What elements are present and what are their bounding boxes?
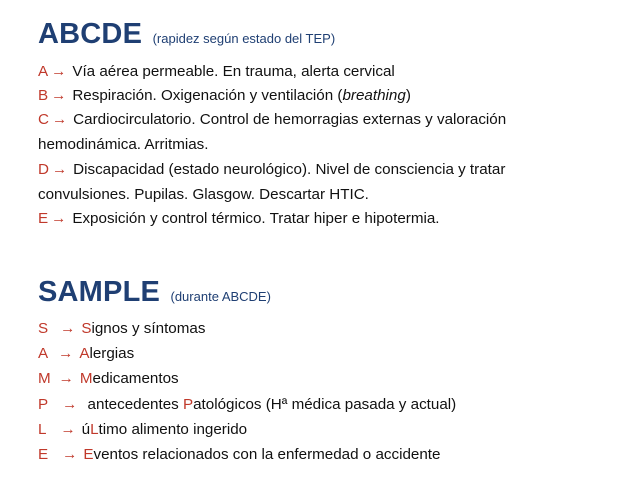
item-text: ventos relacionados con la enfermedad o accidente <box>93 446 441 463</box>
item-text: antecedentes <box>83 396 183 413</box>
item-letter: M <box>38 370 51 387</box>
item-text: ignos y síntomas <box>91 320 206 337</box>
item-text: Discapacidad (estado neurológico). Nivel de consciencia y tratar <box>73 161 506 178</box>
item-text: Exposición y control térmico. Tratar hiper e hipotermia. <box>72 210 440 227</box>
item-letter: D <box>38 161 49 178</box>
sample-item-m <box>38 367 179 390</box>
sample-item-s <box>38 317 205 340</box>
item-letter: B <box>38 87 49 104</box>
abcde-item-b <box>38 84 411 107</box>
item-text: lergias <box>89 345 135 362</box>
sample-heading <box>38 276 271 309</box>
arrow-right-icon: → <box>51 111 68 128</box>
abcde-item-c <box>38 108 506 131</box>
arrow-right-icon: → <box>51 210 67 227</box>
item-letter: P <box>38 396 49 413</box>
item-text: ú <box>81 421 91 438</box>
sample-title: SAMPLE <box>38 276 161 308</box>
arrow-right-icon: → <box>60 421 76 438</box>
abcde-item-a <box>38 60 395 83</box>
arrow-right-icon: → <box>51 63 67 80</box>
item-highlight-letter: E <box>83 446 94 463</box>
arrow-right-icon: → <box>51 87 67 104</box>
arrow-right-icon: → <box>62 446 78 463</box>
item-highlight-letter: A <box>79 345 90 362</box>
item-text-italic: breathing <box>342 87 406 104</box>
sample-item-l <box>38 418 247 441</box>
abcde-subtitle: (rapidez según estado del TEP) <box>152 31 336 46</box>
item-letter: A <box>38 63 49 80</box>
sample-item-a <box>38 342 134 365</box>
sample-item-e <box>38 443 440 466</box>
item-highlight-letter: L <box>90 421 99 438</box>
item-text: atológicos (Hª médica pasada y actual) <box>193 396 457 413</box>
abcde-title: ABCDE <box>38 18 143 50</box>
item-letter: C <box>38 111 49 128</box>
abcde-heading <box>38 18 335 51</box>
item-text: ) <box>405 87 411 104</box>
item-letter: E <box>38 446 49 463</box>
sample-item-p <box>38 393 456 416</box>
item-text: edicamentos <box>92 370 179 387</box>
item-text: timo alimento ingerido <box>98 421 248 438</box>
item-letter: A <box>38 345 49 362</box>
item-highlight-letter: S <box>81 320 92 337</box>
abcde-item-c-continuation: hemodinámica. Arritmias. <box>38 136 209 153</box>
item-text: Respiración. Oxigenación y ventilación ( <box>72 87 343 104</box>
sample-subtitle: (durante ABCDE) <box>170 289 271 304</box>
arrow-right-icon: → <box>60 320 76 337</box>
item-text: Cardiocirculatorio. Control de hemorragias externas y valoración <box>73 111 507 128</box>
item-letter: S <box>38 320 49 337</box>
abcde-item-d <box>38 158 505 181</box>
item-letter: L <box>38 421 47 438</box>
item-highlight-letter: M <box>79 370 93 387</box>
arrow-right-icon: → <box>62 396 78 413</box>
arrow-right-icon: → <box>51 161 68 178</box>
item-letter: E <box>38 210 49 227</box>
abcde-item-e <box>38 207 440 230</box>
arrow-right-icon: → <box>58 345 74 362</box>
item-highlight-letter: P <box>182 396 194 413</box>
abcde-item-d-continuation: convulsiones. Pupilas. Glasgow. Descartar HTIC. <box>38 186 369 203</box>
arrow-right-icon: → <box>58 370 74 387</box>
item-text: Vía aérea permeable. En trauma, alerta cervical <box>72 63 395 80</box>
